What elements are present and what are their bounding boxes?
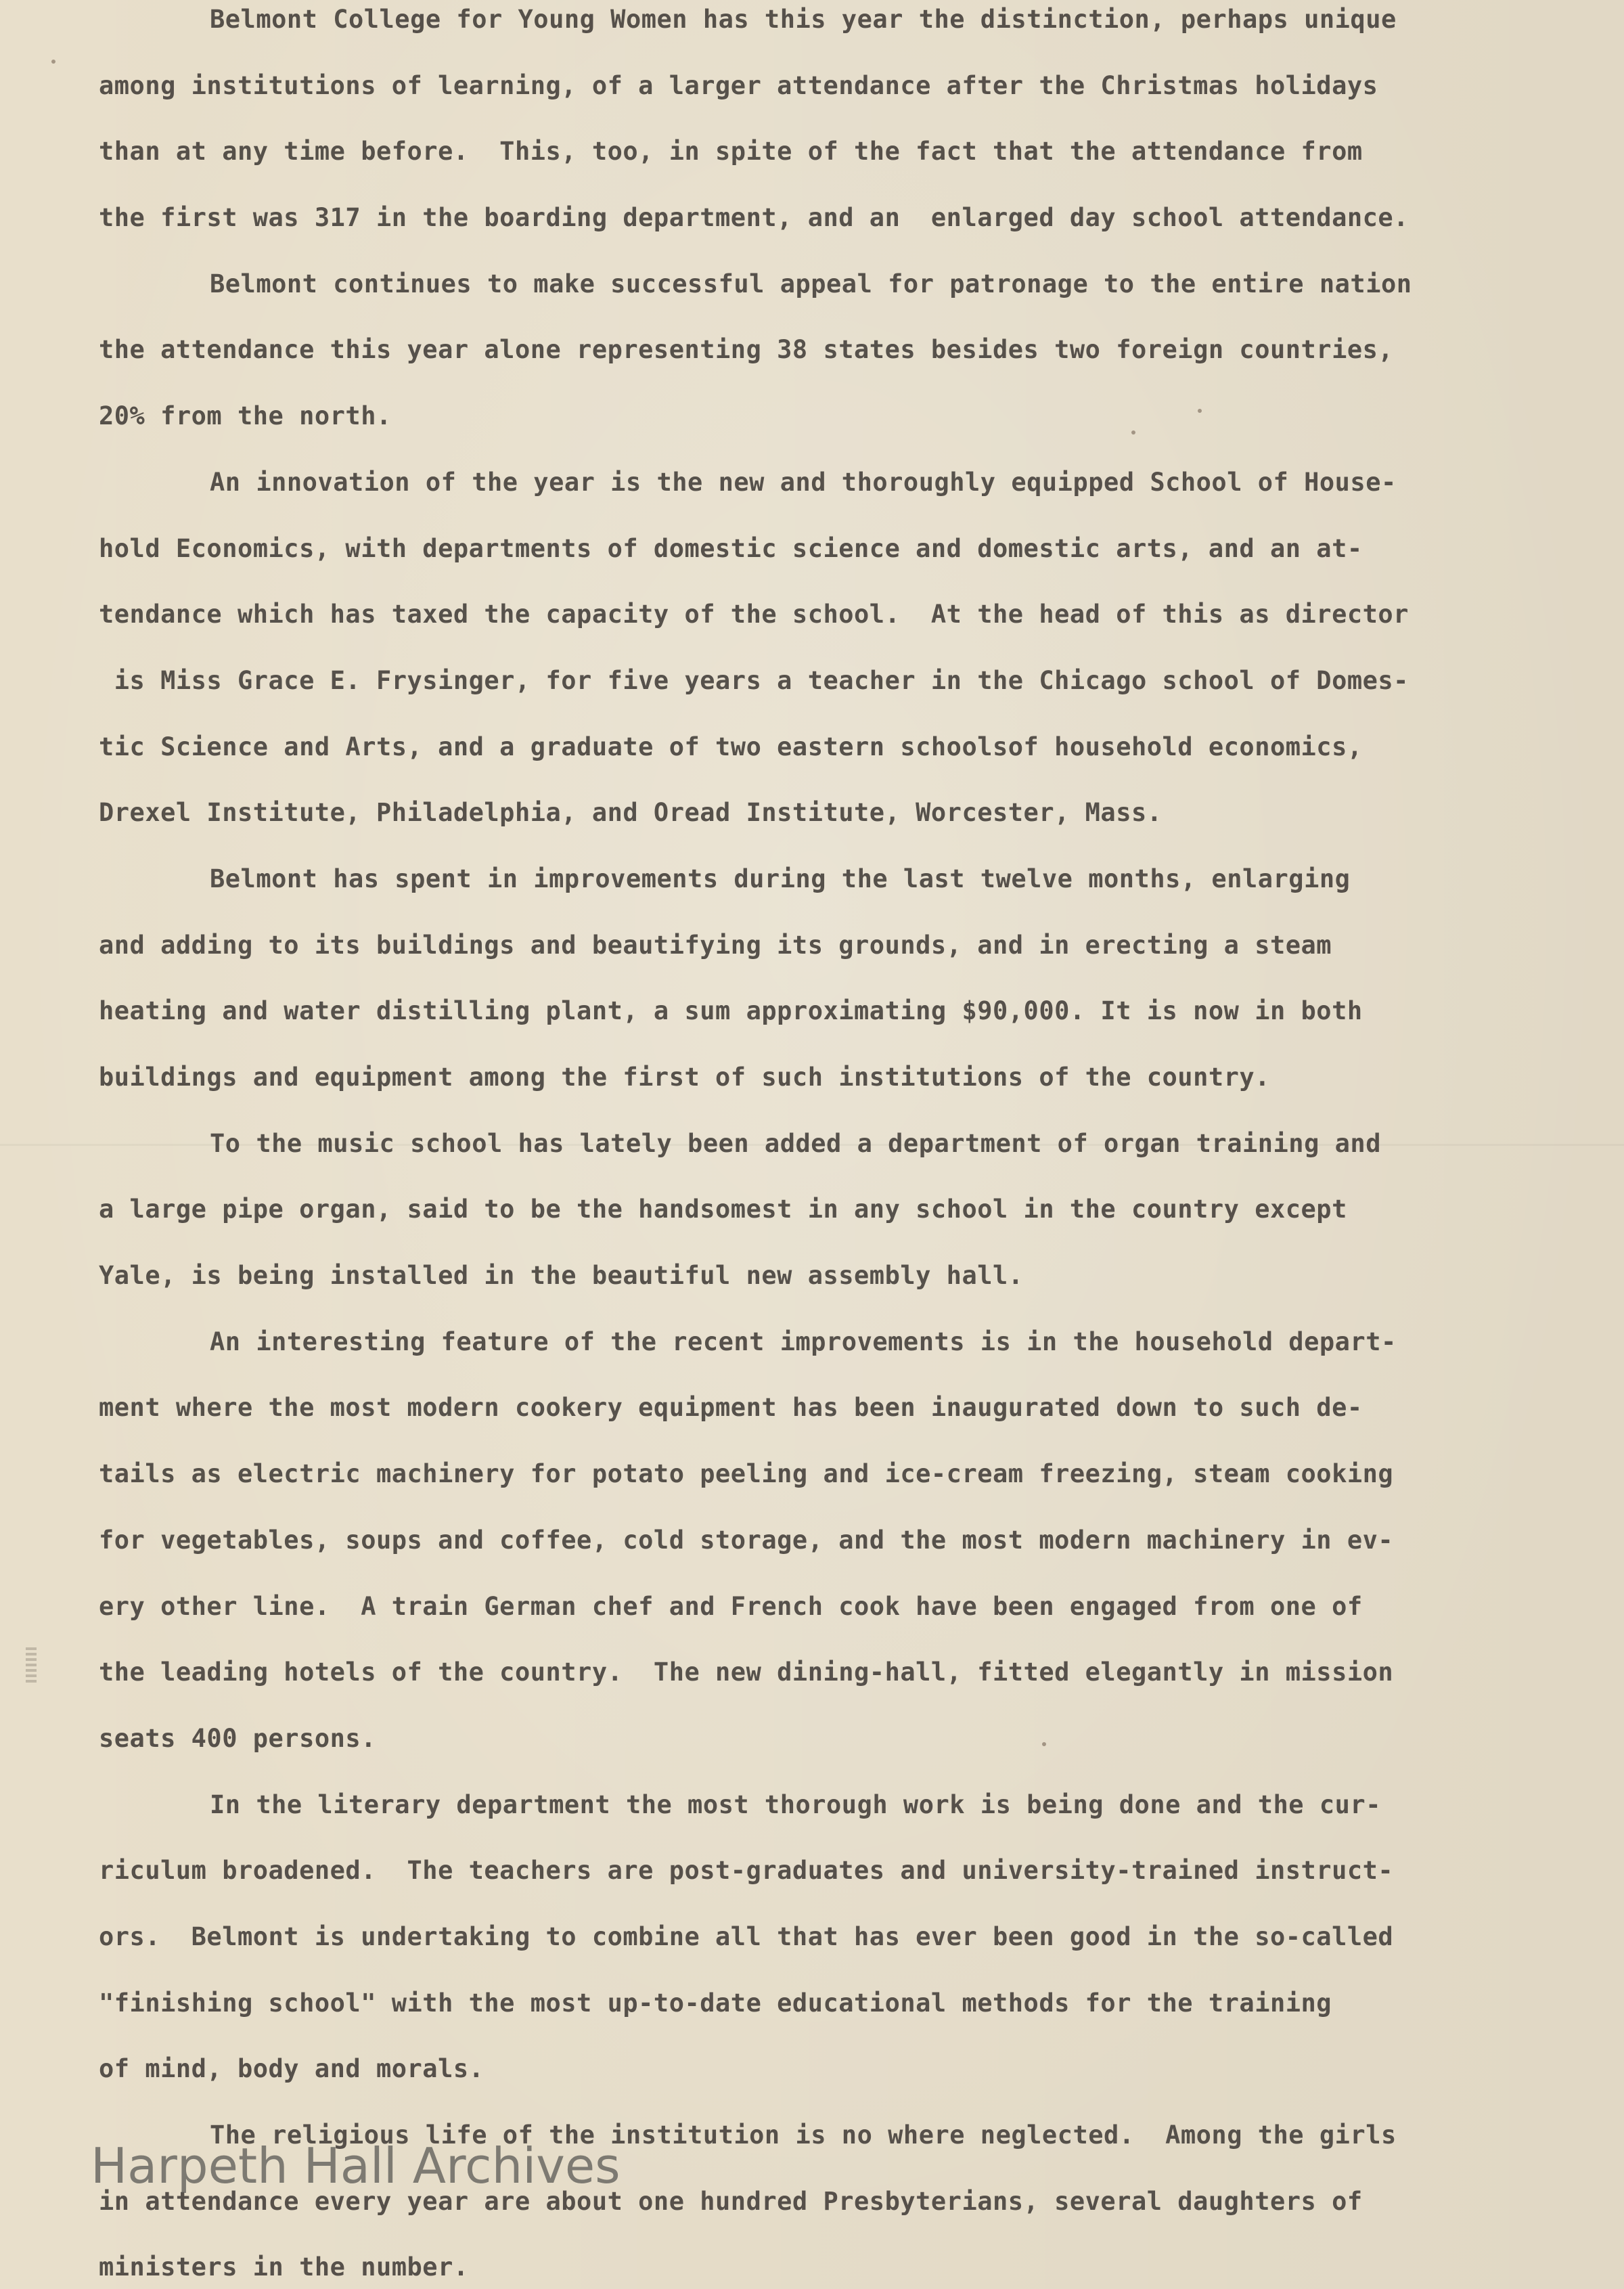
paper-speck [51, 60, 55, 64]
paragraph-line: "finishing school" with the most up-to-date educational methods for the training [99, 1988, 1332, 2018]
paragraph-line: hold Economics, with departments of domestic science and domestic arts, and an at- [99, 533, 1363, 563]
paragraph-first-line: Belmont continues to make successful appeal for patronage to the entire nation [210, 269, 1412, 298]
paragraph-line: of mind, body and morals. [99, 2054, 484, 2084]
paragraph-line: among institutions of learning, of a larger attendance after the Christmas holidays [99, 70, 1378, 100]
paragraph-line: buildings and equipment among the first of such institutions of the country. [99, 1063, 1270, 1092]
paragraph-line: for vegetables, soups and coffee, cold storage, and the most modern machinery in ev- [99, 1525, 1394, 1555]
paragraph-line: 20% from the north. [99, 401, 392, 431]
paragraph-line: seats 400 persons. [99, 1723, 376, 1753]
paragraph-line: is Miss Grace E. Frysinger, for five years a teacher in the Chicago school of Domes- [99, 665, 1409, 695]
paragraph-first-line: To the music school has lately been added a department of organ training and [210, 1128, 1381, 1158]
archive-watermark: Harpeth Hall Archives [91, 2137, 621, 2194]
paragraph-line: a large pipe organ, said to be the handsomest in any school in the country except [99, 1195, 1347, 1224]
paragraph-first-line: An interesting feature of the recent improvements is in the household depart- [210, 1327, 1397, 1356]
paragraph-first-line: Belmont has spent in improvements during the last twelve months, enlarging [210, 864, 1351, 893]
paragraph-line: ors. Belmont is undertaking to combine all that has ever been good in the so-called [99, 1921, 1394, 1951]
paragraph-line: than at any time before. This, too, in spite of the fact that the attendance from [99, 137, 1363, 166]
paragraph-line: tic Science and Arts, and a graduate of two eastern schoolsof household economics, [99, 732, 1363, 761]
paragraph-line: the attendance this year alone representing 38 states besides two foreign countries, [99, 335, 1394, 365]
paragraph-line: the first was 317 in the boarding department, and an enlarged day school attendance. [99, 203, 1409, 233]
paragraph-line: ment where the most modern cookery equipment has been inaugurated down to such de- [99, 1393, 1363, 1423]
paragraph-line: the leading hotels of the country. The new dining-hall, fitted elegantly in mission [99, 1658, 1394, 1687]
paragraph-first-line: An innovation of the year is the new and thoroughly equipped School of House- [210, 467, 1397, 497]
paragraph-first-line: Belmont College for Young Women has this year the distinction, perhaps unique [210, 5, 1397, 34]
paragraph-first-line: The religious life of the institution is no where neglected. Among the girls [210, 2120, 1397, 2150]
paragraph-line: Drexel Institute, Philadelphia, and Oread Institute, Worcester, Mass. [99, 798, 1163, 828]
paragraph-line: ery other line. A train German chef and French cook have been engaged from one of [99, 1591, 1363, 1621]
paper-smudge [26, 1646, 37, 1683]
paragraph-line: tails as electric machinery for potato peeling and ice-cream freezing, steam cooking [99, 1459, 1394, 1489]
paragraph-line: riculum broadened. The teachers are post-graduates and university-trained instruct- [99, 1856, 1394, 1886]
paragraph-line: Yale, is being installed in the beautiful new assembly hall. [99, 1261, 1024, 1291]
paragraph-line: in attendance every year are about one hundred Presbyterians, several daughters of [99, 2186, 1363, 2216]
typed-letter-body [99, 0, 1493, 2289]
paragraph-first-line: In the literary department the most thorough work is being done and the cur- [210, 1790, 1381, 1819]
paragraph-line: tendance which has taxed the capacity of the school. At the head of this as director [99, 600, 1409, 629]
paragraph-line: heating and water distilling plant, a sum approximating $90,000. It is now in both [99, 996, 1363, 1026]
paragraph-line: ministers in the number. [99, 2252, 469, 2282]
paragraph-line: and adding to its buildings and beautifying its grounds, and in erecting a steam [99, 930, 1332, 960]
